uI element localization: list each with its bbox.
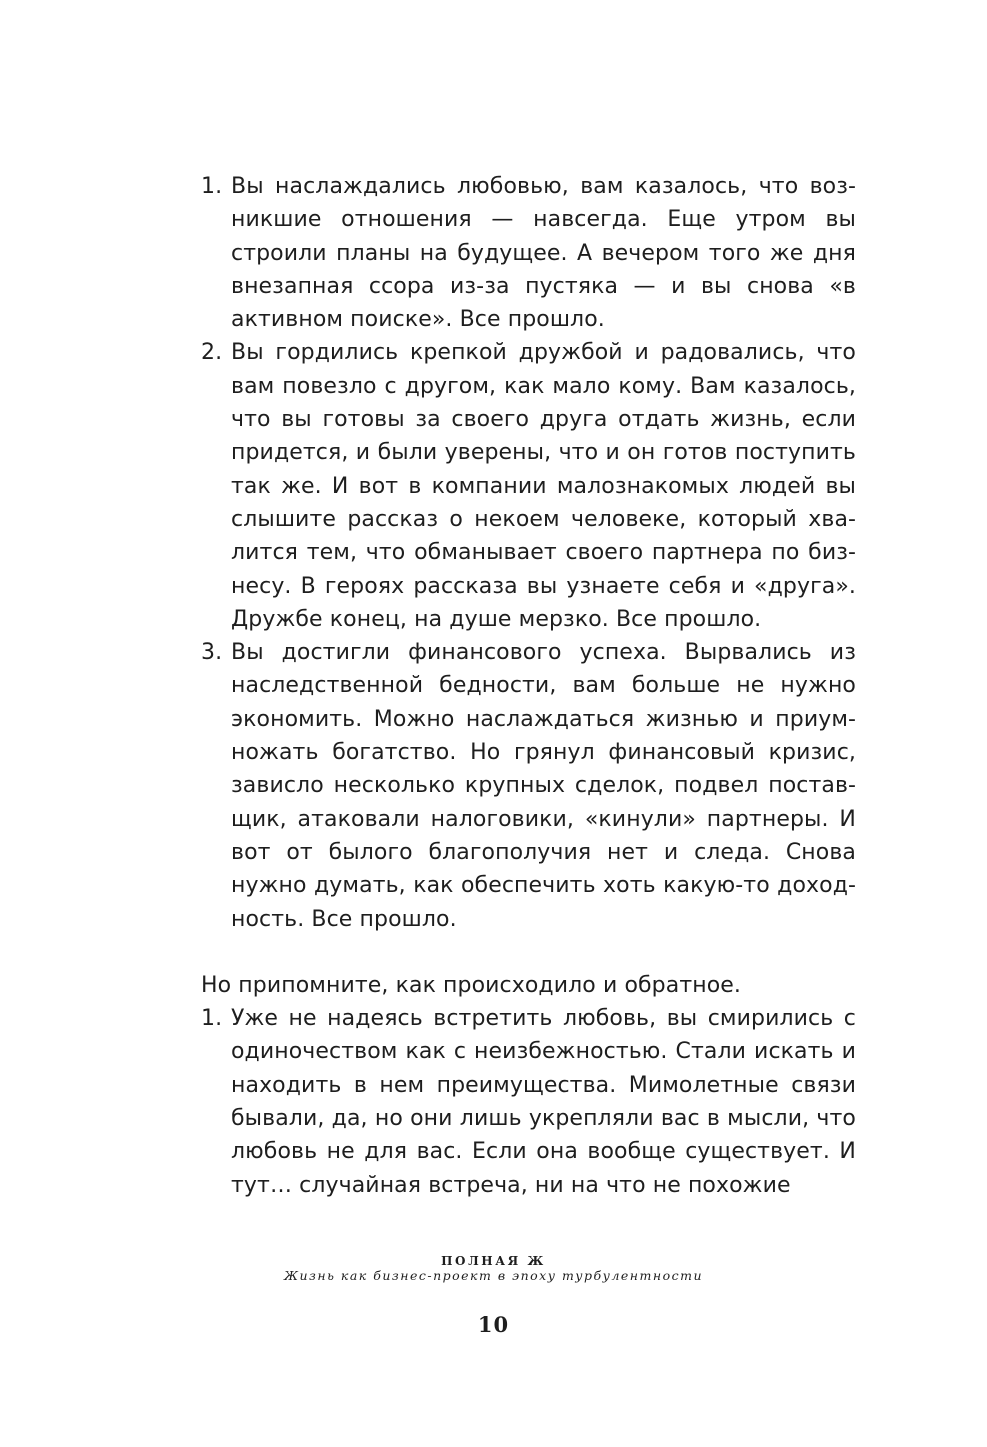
list-item-number: 1. [201,1006,223,1032]
list-item-number: 3. [201,640,223,666]
list-item [201,336,856,636]
body-text [201,170,856,1202]
page-number: 10 [477,1312,510,1337]
list-item [201,1002,856,1202]
paragraph-gap [201,936,856,969]
list-item-text: Вы гордились крепкой дружбой и радовались, что вам повезло с другом, как мало кому. Вам казалось, что вы готовы за своего друга отдать жизнь, если придется, и были уверены, что и он готов поступить так же. И вот в компании малознакомых людей вы слышите рассказ о некоем человеке, который хвалится тем, что обманывает своего партнера по бизнесу. В героях рассказа вы узнаете себя и «друга». Дружбе конец, на душе мерзко. Все прошло. [231,340,856,632]
list-item-text: Вы наслаждались любовью, вам казалось, что возникшие отношения — навсегда. Еще утром вы строили планы на будущее. А вечером того же дня внезапная ссора из-за пустяка — и вы снова «в активном поиске». Все прошло. [231,174,856,333]
list-item [201,170,856,336]
list-item-text: Уже не надеясь встретить любовь, вы смирились с одиночеством как с неизбежностью. Стали искать и находить в нем преимущества. Мимолетные связи бывали, да, но они лишь укрепляли вас в мысли, что любовь не для вас. Если она вообще существует. И тут… случайная встреча, ни на что не похожие [231,1006,856,1198]
list-item [201,636,856,936]
list-item-number: 2. [201,340,223,366]
list-things-passed [201,170,856,936]
running-footer-subtitle: Жизнь как бизнес-проект в эпоху турбулентности [283,1268,704,1283]
list-item-number: 1. [201,174,223,199]
list-item-text: Вы достигли финансового успеха. Вырвались из наследственной бедности, вам больше не нужно экономить. Можно наслаждаться жизнью и приумножать богатство. Но грянул финансовый кризис, зависло несколько крупных сделок, подвел поставщик, атаковали налоговики, «кинули» партнеры. И вот от былого благополучия нет и следа. Снова нужно думать, как обеспечить хоть какую-то доходность. Все прошло. [231,640,856,932]
running-footer-title: ПОЛНАЯ Ж [441,1254,546,1268]
list-opposite [201,1002,856,1202]
intro-paragraph: Но припомните, как происходило и обратное. [201,972,742,998]
